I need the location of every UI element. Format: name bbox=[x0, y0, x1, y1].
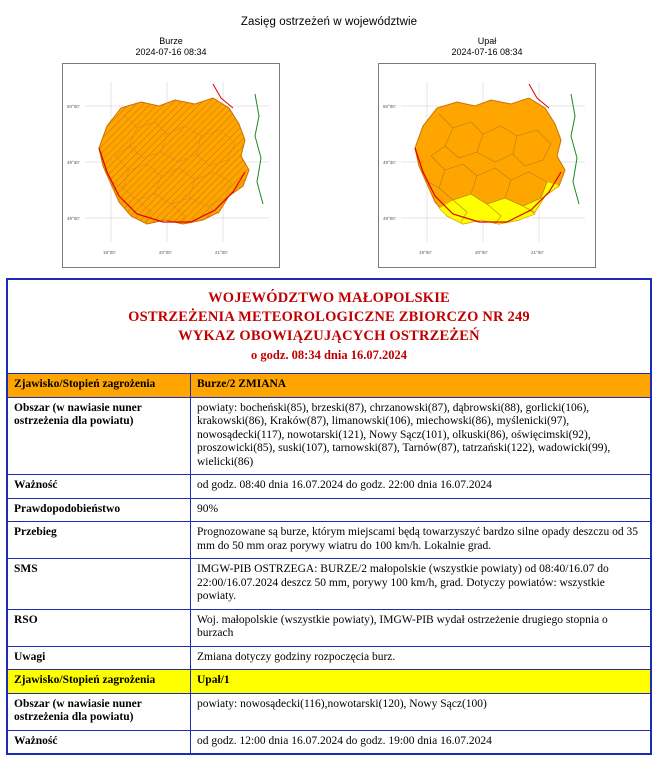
map-caption-timestamp-burze: 2024-07-16 08:34 bbox=[135, 47, 207, 57]
svg-text:49°00': 49°00' bbox=[67, 216, 80, 221]
label-remarks-1: Uwagi bbox=[7, 646, 191, 670]
label-validity-1: Ważność bbox=[7, 475, 191, 499]
label-area-2: Obszar (w nawiasie nuner ostrzeżenia dla powiatu) bbox=[7, 693, 191, 730]
value-probability-1: 90% bbox=[191, 498, 652, 522]
value-phenomenon-2: Upał/1 bbox=[191, 670, 652, 694]
svg-text:21°00': 21°00' bbox=[215, 250, 228, 255]
value-course-1: Prognozowane są burze, którym miejscami będą towarzyszyć bardzo silne opady deszczu od 35 mm do 50 mm oraz porywy wiatru do 100 km/h. Lokalnie grad. bbox=[191, 522, 652, 559]
map-caption-name-upal: Upał bbox=[477, 36, 497, 46]
label-course-1: Przebieg bbox=[7, 522, 191, 559]
warnings-table bbox=[6, 278, 652, 755]
svg-text:50°00': 50°00' bbox=[67, 104, 80, 109]
svg-text:50°00': 50°00' bbox=[383, 104, 396, 109]
svg-text:19°00': 19°00' bbox=[419, 250, 432, 255]
label-phenomenon-2: Zjawisko/Stopień zagrożenia bbox=[7, 670, 191, 694]
label-phenomenon-1: Zjawisko/Stopień zagrożenia bbox=[7, 374, 191, 398]
svg-text:21°00': 21°00' bbox=[531, 250, 544, 255]
table-row-rso-1 bbox=[7, 609, 651, 646]
map-block-upal bbox=[372, 36, 602, 268]
table-row-remarks-1 bbox=[7, 646, 651, 670]
label-rso-1: RSO bbox=[7, 609, 191, 646]
map-caption-name-burze: Burze bbox=[159, 36, 183, 46]
maps-row bbox=[0, 28, 658, 268]
table-row-area-1 bbox=[7, 397, 651, 475]
value-phenomenon-1: Burze/2 ZMIANA bbox=[191, 374, 652, 398]
table-row-validity-1 bbox=[7, 475, 651, 499]
value-sms-1: IMGW-PIB OSTRZEGA: BURZE/2 małopolskie (wszystkie powiaty) od 08:40/16.07 do 22:00/16.07.2024 deszcz 50 mm, porywy 100 km/h, grad. Dotyczy powiatów: wszystkie powiaty. bbox=[191, 559, 652, 610]
svg-text:49°30': 49°30' bbox=[383, 160, 396, 165]
page-title: Zasięg ostrzeżeń w województwie bbox=[240, 16, 418, 28]
table-row-validity-2 bbox=[7, 730, 651, 754]
table-row-phenomenon-2 bbox=[7, 670, 651, 694]
header-line-issue-time: o godz. 08:34 dnia 16.07.2024 bbox=[251, 348, 407, 362]
value-remarks-1: Zmiana dotyczy godziny rozpoczęcia burz. bbox=[191, 646, 652, 670]
value-validity-1: od godz. 08:40 dnia 16.07.2024 do godz. 22:00 dnia 16.07.2024 bbox=[191, 475, 652, 499]
table-row-course-1 bbox=[7, 522, 651, 559]
value-area-2: powiaty: nowosądecki(116),nowotarski(120), Nowy Sącz(100) bbox=[191, 693, 652, 730]
map-image-burze bbox=[62, 63, 280, 268]
value-rso-1: Woj. małopolskie (wszystkie powiaty), IMGW-PIB wydał ostrzeżenie drugiego stopnia o burzach bbox=[191, 609, 652, 646]
header-line-list-title: WYKAZ OBOWIĄZUJĄCYCH OSTRZEŻEŃ bbox=[178, 328, 480, 344]
svg-text:49°00': 49°00' bbox=[383, 216, 396, 221]
label-sms-1: SMS bbox=[7, 559, 191, 610]
svg-text:20°00': 20°00' bbox=[475, 250, 488, 255]
table-row-area-2 bbox=[7, 693, 651, 730]
value-area-1: powiaty: bocheński(85), brzeski(87), chrzanowski(87), dąbrowski(88), gorlicki(106), krakowski(86), Kraków(87), limanowski(106), miechowski(86), myślenicki(97), nowosądecki(117), nowotarski(121), Nowy Sącz(101), olkuski(86), oświęcimski(92), proszowicki(85), suski(107), tarnowski(87), Tarnów(87), tatrzański(122), wadowicki(99), wielicki(86) bbox=[191, 397, 652, 475]
label-validity-2: Ważność bbox=[7, 730, 191, 754]
table-row-phenomenon-1 bbox=[7, 374, 651, 398]
table-row-probability-1 bbox=[7, 498, 651, 522]
table-row-sms-1 bbox=[7, 559, 651, 610]
svg-text:49°30': 49°30' bbox=[67, 160, 80, 165]
header-line-bulletin-number: OSTRZEŻENIA METEOROLOGICZNE ZBIORCZO NR 249 bbox=[128, 309, 530, 325]
label-area-1: Obszar (w nawiasie nuner ostrzeżenia dla powiatu) bbox=[7, 397, 191, 475]
map-caption-timestamp-upal: 2024-07-16 08:34 bbox=[451, 47, 523, 57]
warning-header-cell bbox=[7, 279, 651, 374]
map-image-upal bbox=[378, 63, 596, 268]
svg-text:20°00': 20°00' bbox=[159, 250, 172, 255]
value-validity-2: od godz. 12:00 dnia 16.07.2024 do godz. 19:00 dnia 16.07.2024 bbox=[191, 730, 652, 754]
svg-text:19°00': 19°00' bbox=[103, 250, 116, 255]
map-block-burze bbox=[56, 36, 286, 268]
label-probability-1: Prawdopodobieństwo bbox=[7, 498, 191, 522]
header-line-voivodeship: WOJEWÓDZTWO MAŁOPOLSKIE bbox=[208, 290, 450, 306]
table-row-header bbox=[7, 279, 651, 374]
